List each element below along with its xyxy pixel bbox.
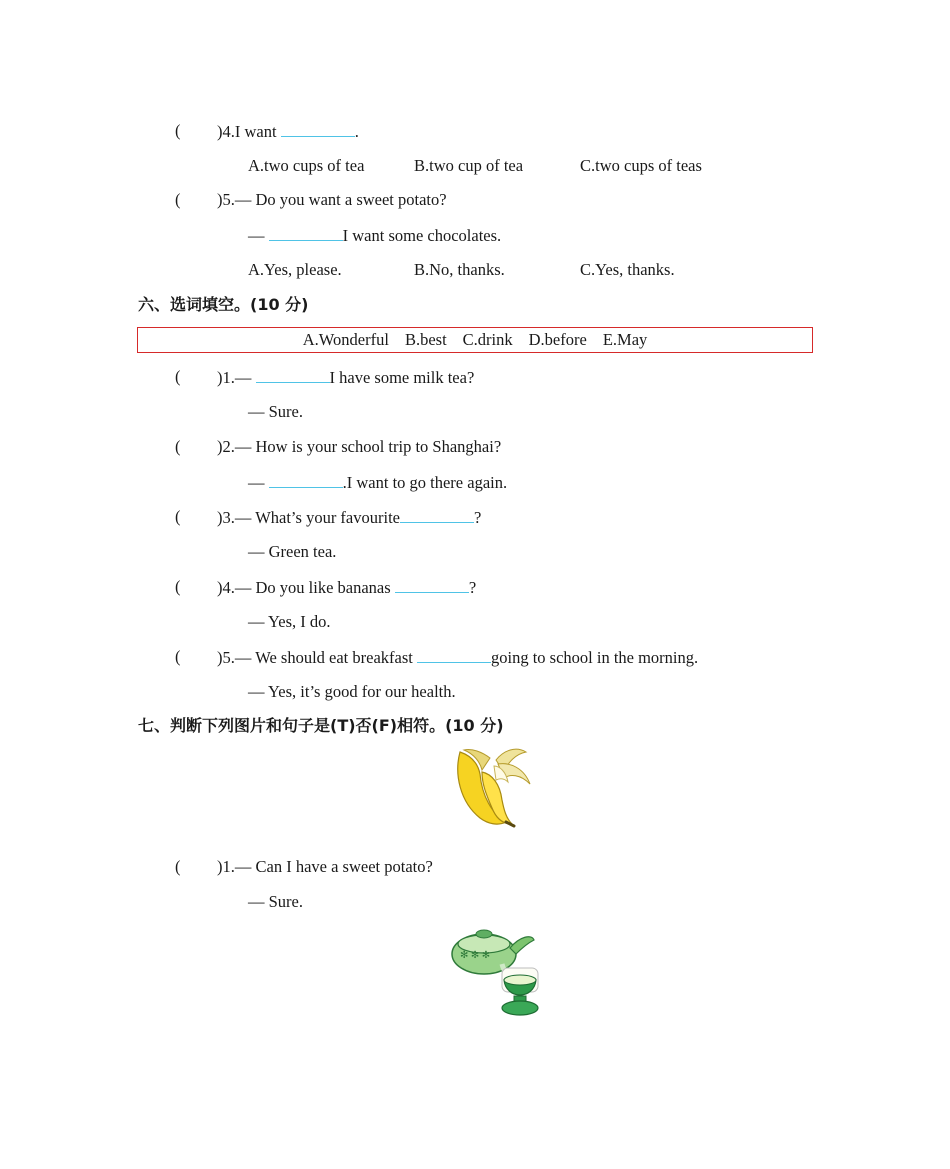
option-a: A.Yes, please. [248,260,342,279]
section-7-heading: 七、判断下列图片和句子是(T)否(F)相符。(10 分) [138,716,504,735]
teapot-cup-picture [446,924,542,1020]
answer-paren[interactable]: ( [175,437,181,456]
option-c: C.two cups of teas [580,156,702,175]
answer-paren[interactable]: ( [175,507,181,526]
answer-blank[interactable] [400,507,474,523]
answer-blank[interactable] [269,225,343,241]
option-b: B.No, thanks. [414,260,505,279]
answer-blank[interactable] [269,472,343,488]
banana-picture [452,744,534,828]
option-b: B.two cup of tea [414,156,524,175]
answer-paren[interactable]: ( [175,190,181,209]
question-text: )5.— Do you want a sweet potato? [217,190,447,209]
svg-text:✻ ✻ ✻: ✻ ✻ ✻ [460,950,491,961]
answer-blank[interactable] [281,121,355,137]
word-option: E.May [602,330,648,349]
question-text: )4.I want . [217,122,359,141]
word-option: A.Wonderful [302,330,389,349]
option-a: A.two cups of tea [248,156,365,175]
word-option: C.drink [462,330,513,349]
answer-paren[interactable]: ( [175,577,181,596]
answer-paren[interactable]: ( [175,121,181,140]
word-option: B.best [404,330,447,349]
answer-paren[interactable]: ( [175,647,181,666]
word-option: D.before [528,330,587,349]
answer-paren[interactable]: ( [175,367,181,386]
answer-blank[interactable] [417,647,491,663]
answer-blank[interactable] [256,367,330,383]
answer-blank[interactable] [395,577,469,593]
option-c: C.Yes, thanks. [580,260,675,279]
answer-paren[interactable]: ( [175,857,181,876]
section-6-heading: 六、选词填空。(10 分) [138,295,309,314]
word-bank-box [137,327,813,353]
